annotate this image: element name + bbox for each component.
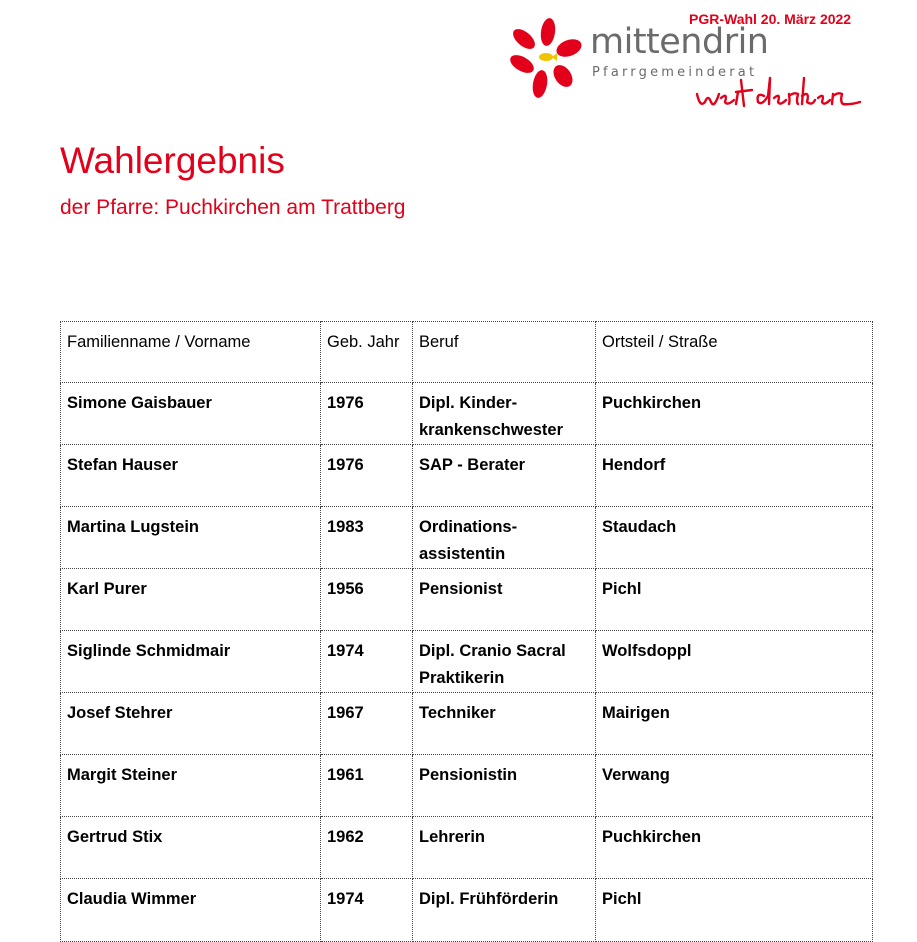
cell-job: Pensionist [413,569,596,631]
cell-place: Hendorf [596,445,873,507]
cell-job: Dipl. Kinder-krankenschwester [413,383,596,445]
cell-name: Siglinde Schmidmair [61,631,321,693]
cell-place: Wolfsdoppl [596,631,873,693]
logo-subtitle: Pfarrgemeinderat [592,65,758,80]
table-row [61,693,873,755]
cell-job: Techniker [413,693,596,755]
election-date-label: PGR-Wahl 20. März 2022 [689,11,852,27]
cell-job: Dipl. Cranio Sacral Praktikerin [413,631,596,693]
column-header: Geb. Jahr [321,322,413,383]
table-header-row [61,322,873,383]
cell-name: Claudia Wimmer [61,879,321,942]
cell-year: 1961 [321,755,413,817]
cell-place: Verwang [596,755,873,817]
logo-wordmark: mittendrin [590,22,769,62]
cell-job: Lehrerin [413,817,596,879]
cell-year: 1976 [321,445,413,507]
table-row [61,569,873,631]
cell-job: Ordinations-assistentin [413,507,596,569]
cell-place: Pichl [596,569,873,631]
cell-year: 1974 [321,879,413,942]
column-header: Familienname / Vorname [61,322,321,383]
cell-year: 1967 [321,693,413,755]
flower-icon [507,14,585,100]
cell-job: SAP - Berater [413,445,596,507]
cell-place: Puchkirchen [596,383,873,445]
cell-name: Stefan Hauser [61,445,321,507]
cell-place: Mairigen [596,693,873,755]
table-row [61,631,873,693]
cell-year: 1983 [321,507,413,569]
cell-year: 1962 [321,817,413,879]
column-header: Beruf [413,322,596,383]
results-table [60,321,873,942]
slogan-signature [694,72,864,114]
cell-year: 1976 [321,383,413,445]
table-row [61,383,873,445]
cell-job: Pensionistin [413,755,596,817]
page-subtitle: der Pfarre: Puchkirchen am Trattberg [60,196,406,219]
cell-year: 1956 [321,569,413,631]
table-row [61,879,873,942]
cell-place: Pichl [596,879,873,942]
cell-name: Josef Stehrer [61,693,321,755]
cell-name: Gertrud Stix [61,817,321,879]
table-row [61,507,873,569]
table-row [61,755,873,817]
cell-place: Puchkirchen [596,817,873,879]
column-header: Ortsteil / Straße [596,322,873,383]
table-row [61,817,873,879]
page-title: Wahlergebnis [60,140,285,181]
cell-place: Staudach [596,507,873,569]
cell-name: Margit Steiner [61,755,321,817]
table-row [61,445,873,507]
cell-name: Karl Purer [61,569,321,631]
cell-job: Dipl. Frühförderin [413,879,596,942]
cell-name: Simone Gaisbauer [61,383,321,445]
cell-year: 1974 [321,631,413,693]
cell-name: Martina Lugstein [61,507,321,569]
